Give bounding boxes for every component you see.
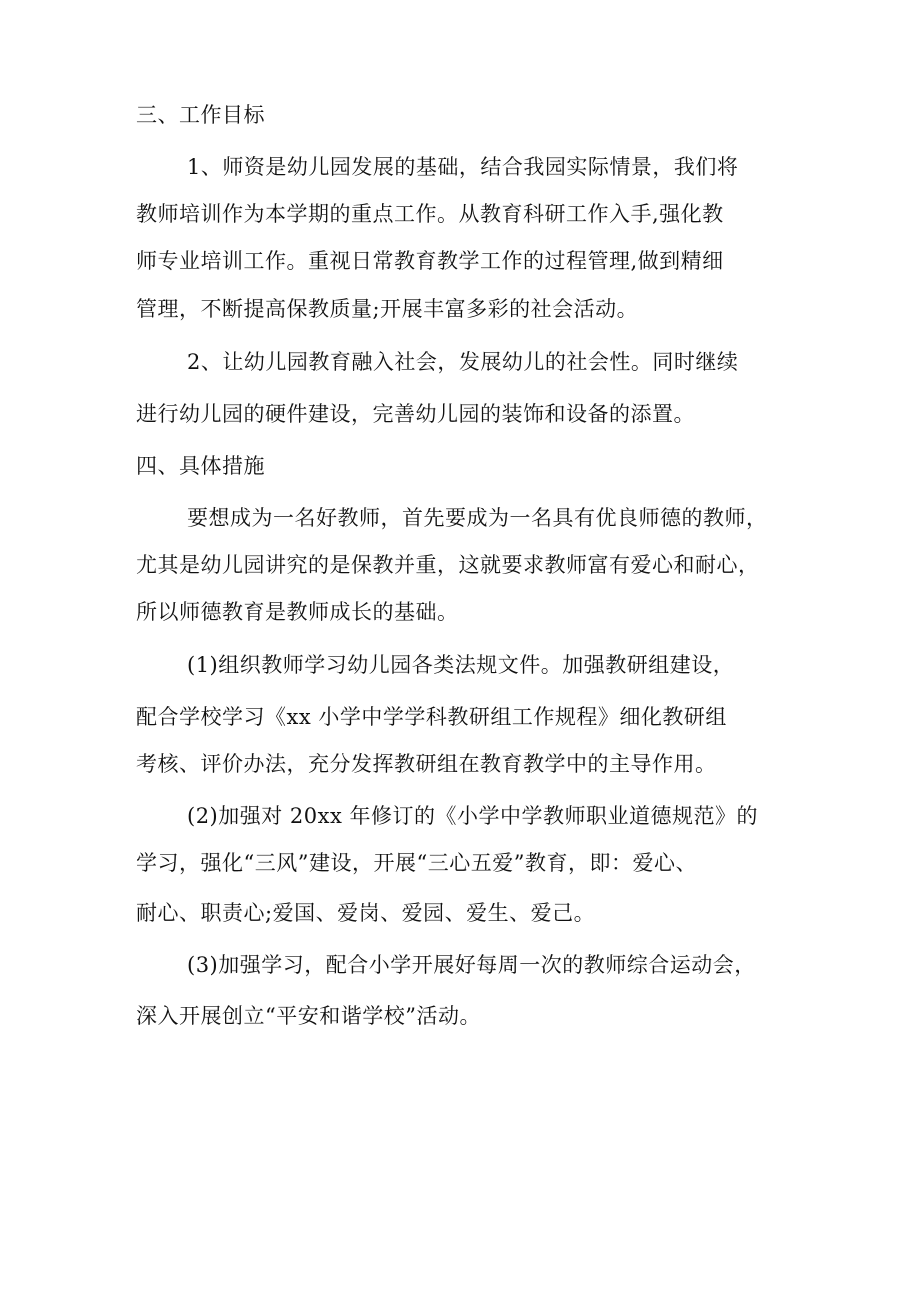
- paragraph-line: 耐心、职责心;爱国、爱岗、爱园、爱生、爱己。: [136, 901, 596, 925]
- paragraph-line: 深入开展创立“平安和谐学校”活动。: [136, 1004, 481, 1028]
- paragraph-line: 管理，不断提高保教质量;开展丰富多彩的社会活动。: [136, 297, 639, 321]
- section-heading-measures: 四、具体措施: [136, 454, 265, 478]
- paragraph-line: (3)加强学习，配合小学开展好每周一次的教师综合运动会，: [187, 953, 756, 977]
- paragraph-line: 要想成为一名好教师，首先要成为一名具有优良师德的教师，: [187, 506, 768, 530]
- paragraph-line: 所以师德教育是教师成长的基础。: [136, 600, 459, 624]
- paragraph-line: 学习，强化“三风”建设，开展“三心五爱”教育，即：爱心、: [136, 851, 697, 875]
- paragraph-line: 进行幼儿园的硬件建设，完善幼儿园的装饰和设备的添置。: [136, 402, 695, 426]
- paragraph-line: 配合学校学习《xx 小学中学学科教研组工作规程》细化教研组: [136, 705, 727, 729]
- paragraph-line: 尤其是幼儿园讲究的是保教并重，这就要求教师富有爱心和耐心，: [136, 553, 760, 577]
- paragraph-line: 师专业培训工作。重视日常教育教学工作的过程管理,做到精细: [136, 249, 724, 273]
- paragraph-line: 2、让幼儿园教育融入社会，发展幼儿的社会性。同时继续: [187, 350, 739, 374]
- paragraph-line: 1、师资是幼儿园发展的基础，结合我园实际情景，我们将: [187, 155, 739, 179]
- paragraph-line: (1)组织教师学习幼儿园各类法规文件。加强教研组建设，: [187, 653, 735, 677]
- paragraph-line: (2)加强对 20xx 年修订的《小学中学教师职业道德规范》的: [187, 804, 759, 828]
- paragraph-line: 教师培训作为本学期的重点工作。从教育科研工作入手,强化教: [136, 202, 724, 226]
- paragraph-line: 考核、评价办法，充分发挥教研组在教育教学中的主导作用。: [136, 752, 717, 776]
- section-heading-goals: 三、工作目标: [136, 103, 265, 127]
